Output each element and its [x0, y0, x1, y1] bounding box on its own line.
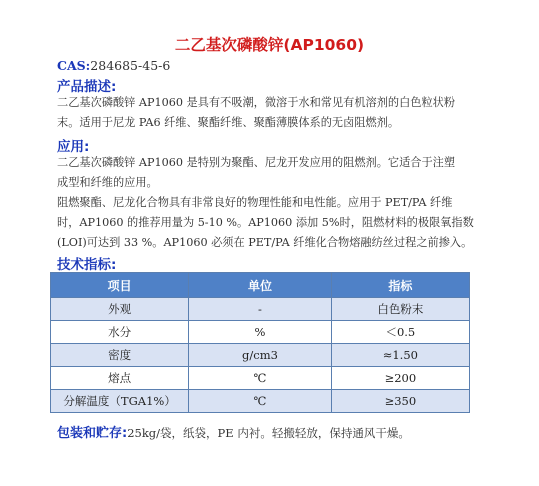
column-header-item: 项目 [51, 273, 189, 298]
cell-unit: - [189, 298, 331, 321]
table-row [51, 390, 470, 413]
application-line: 二乙基次磷酸锌 AP1060 是特别为聚酯、尼龙开发应用的阻燃剂。它适合于注塑 [57, 156, 456, 169]
description-heading: 产品描述: [57, 79, 117, 95]
cell-unit: % [189, 321, 331, 344]
cell-value: ＜0.5 [331, 321, 469, 344]
application-text [57, 153, 477, 253]
packaging-label: 包装和贮存: [57, 426, 128, 441]
column-header-value: 指标 [331, 273, 469, 298]
specs-table [50, 272, 470, 413]
cell-unit: g/cm3 [189, 344, 331, 367]
document-title: 二乙基次磷酸锌(AP1060) [174, 36, 365, 54]
table-row [51, 344, 470, 367]
application-line: 阻燃聚酯、尼龙化合物具有非常良好的物理性能和电性能。应用于 PET/PA 纤维 [57, 196, 453, 209]
cell-item: 外观 [51, 298, 189, 321]
cell-unit: ℃ [189, 390, 331, 413]
cas-line [57, 58, 170, 73]
cell-item: 分解温度（TGA1%） [51, 390, 189, 413]
specs-header-row [51, 273, 470, 298]
table-row [51, 367, 470, 390]
application-line: 时，AP1060 的推荐用量为 5-10 %。AP1060 添加 5%时，阻燃材料的极限氧指数 [57, 216, 474, 229]
cell-value: ≥350 [331, 390, 469, 413]
cell-item: 熔点 [51, 367, 189, 390]
cell-item: 水分 [51, 321, 189, 344]
cell-value: ≈1.50 [331, 344, 469, 367]
application-line: (LOI)可达到 33 %。AP1060 必须在 PET/PA 纤维化合物熔融纺丝过程之前掺入。 [57, 236, 473, 249]
column-header-unit: 单位 [189, 273, 331, 298]
cell-item: 密度 [51, 344, 189, 367]
description-text [57, 93, 477, 133]
cas-value: 284685-45-6 [90, 58, 171, 73]
cas-label: CAS: [57, 58, 91, 73]
cell-value: ≥200 [331, 367, 469, 390]
cell-value: 白色粉末 [331, 298, 469, 321]
specs-heading: 技术指标: [57, 257, 117, 273]
packaging-line [57, 422, 410, 441]
cell-unit: ℃ [189, 367, 331, 390]
packaging-text: 25kg/袋，纸袋，PE 内衬。轻搬轻放，保持通风干燥。 [127, 426, 410, 440]
application-line: 成型和纤维的应用。 [57, 176, 158, 189]
application-heading: 应用: [57, 139, 90, 155]
description-line: 末。适用于尼龙 PA6 纤维、聚酯纤维、聚酯薄膜体系的无卤阻燃剂。 [57, 116, 400, 129]
description-line: 二乙基次磷酸锌 AP1060 是具有不吸潮，微溶于水和常见有机溶剂的白色粒状粉 [57, 96, 456, 109]
table-row [51, 321, 470, 344]
table-row [51, 298, 470, 321]
